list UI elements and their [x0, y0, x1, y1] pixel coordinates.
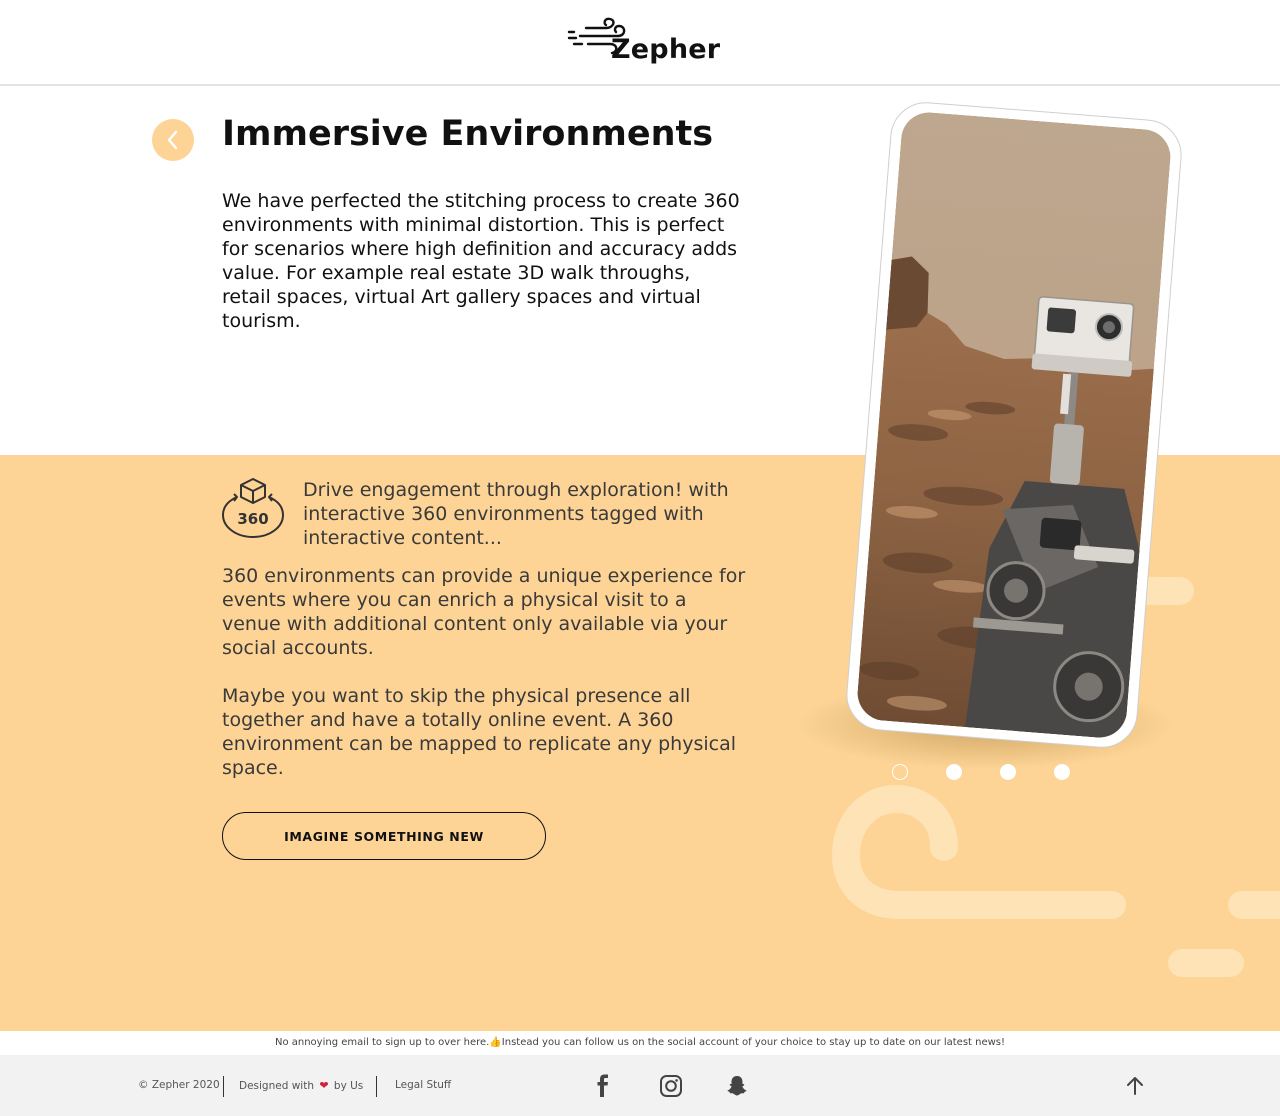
designed-with-text — [239, 1079, 363, 1092]
carousel-dot-4[interactable] — [1054, 764, 1070, 780]
chevron-left-icon — [165, 130, 181, 150]
legal-stuff-link[interactable]: Legal Stuff — [395, 1079, 452, 1091]
carousel-dot-2[interactable] — [946, 764, 962, 780]
intro-paragraph: We have perfected the stitching process to create 360 environments with minimal distortion. This is perfect for scenarios where high definition and accuracy adds value. For example real estate 3D walk throughs, retail spaces, virtual Art gallery spaces and virtual tourism. — [222, 190, 740, 332]
feature-tagline: Drive engagement through exploration! with interactive 360 environments tagged with interactive content... — [303, 479, 729, 549]
designed-by-label: by Us — [333, 1080, 364, 1092]
facebook-icon[interactable] — [591, 1074, 615, 1098]
brand-name: Zepher — [611, 34, 721, 65]
instagram-icon[interactable] — [659, 1074, 683, 1098]
phone-screen-image[interactable] — [855, 110, 1172, 739]
copyright-text: © Zepher 2020 — [138, 1079, 220, 1091]
heart-icon: ❤ — [319, 1079, 329, 1092]
icon-360-label: 360 — [237, 510, 269, 528]
page-title: Immersive Environments — [222, 114, 714, 154]
arrow-up-icon[interactable] — [1124, 1075, 1146, 1097]
brand-logo[interactable] — [566, 16, 721, 72]
feature-paragraph-1: 360 environments can provide a unique experience for events where you can enrich a physical visit to a venue with additional content only available via your social accounts. — [222, 565, 746, 659]
thumbs-up-icon: 👍 — [489, 1037, 502, 1048]
carousel-dot-3[interactable] — [1000, 764, 1016, 780]
newsletter-notice — [0, 1031, 1280, 1055]
back-button[interactable] — [152, 119, 194, 161]
site-footer — [0, 1055, 1280, 1116]
notice-text-after: Instead you can follow us on the social account of your choice to stay up to date on our latest news! — [501, 1037, 1006, 1048]
notice-text-before: No annoying email to sign up to over here. — [274, 1037, 490, 1048]
feature-paragraph-2: Maybe you want to skip the physical presence all together and have a totally online event. A 360 environment can be mapped to replicate any physical space. — [222, 685, 737, 779]
imagine-something-new-button[interactable]: IMAGINE SOMETHING NEW — [222, 812, 546, 860]
carousel-dot-1[interactable] — [892, 764, 908, 780]
mars-rover-image — [855, 110, 1172, 739]
footer-divider — [376, 1076, 377, 1097]
phone-mockup — [844, 100, 1185, 751]
footer-divider — [223, 1076, 224, 1097]
designed-with-label: Designed with — [239, 1080, 314, 1092]
360-cube-icon — [222, 477, 284, 539]
snapchat-icon[interactable] — [725, 1074, 749, 1098]
site-header — [0, 0, 1280, 86]
